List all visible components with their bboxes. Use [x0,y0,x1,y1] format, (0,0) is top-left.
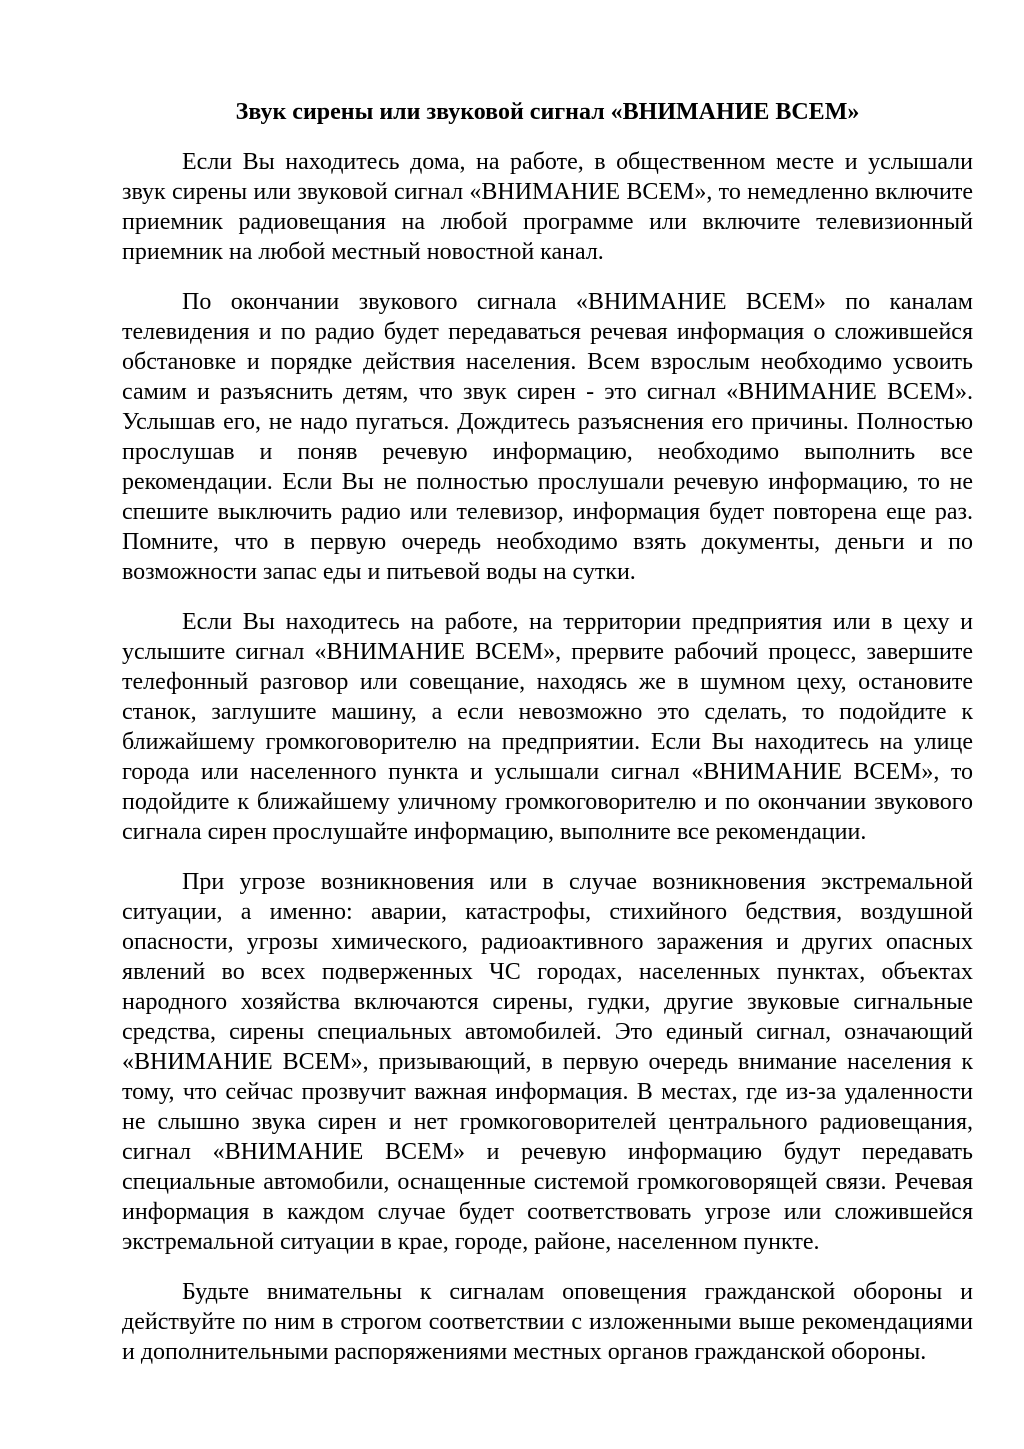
paragraph-after-signal-instructions: По окончании звукового сигнала «ВНИМАНИЕ ВСЕМ» по каналам телевидения и по радио будет передаваться речевая информация о сложившейся обстановке и порядке действия населения. Всем взрослым необходимо усвоить самим и разъяснить детям, что звук сирен - это сигнал «ВНИМАНИЕ ВСЕМ». Услышав его, не надо пугаться. Дождитесь разъяснения его причины. Полностью прослушав и поняв речевую информацию, необходимо выполнить все рекомендации. Если Вы не полностью прослушали речевую информацию, то не спешите выключить радио или телевизор, информация будет повторена еще раз. Помните, что в первую очередь необходимо взять документы, деньги и по возможности запас еды и питьевой воды на сутки. [122,289,973,585]
document-title: Звук сирены или звуковой сигнал «ВНИМАНИЕ ВСЕМ» [235,99,860,125]
paragraph-siren-signal-intro: Если Вы находитесь дома, на работе, в общественном месте и услышали звук сирены или звуковой сигнал «ВНИМАНИЕ ВСЕМ», то немедленно включите приемник радиовещания на любой программе или включите телевизионный приемник на любой местный новостной канал. [122,149,973,265]
paragraph-closing-advice: Будьте внимательны к сигналам оповещения гражданской обороны и действуйте по ним в строгом соответствии с изложенными выше рекомендациями и дополнительными распоряжениями местных органов гражданской обороны. [122,1279,973,1365]
paragraph-emergency-situations: При угрозе возникновения или в случае возникновения экстремальной ситуации, а именно: аварии, катастрофы, стихийного бедствия, воздушной опасности, угрозы химического, радиоактивного заражения и других опасных явлений во всех подверженных ЧС городах, населенных пунктах, объектах народного хозяйства включаются сирены, гудки, другие звуковые сигнальные средства, сирены специальных автомобилей. Это единый сигнал, означающий «ВНИМАНИЕ ВСЕМ», призывающий, в первую очередь внимание населения к тому, что сейчас прозвучит важная информация. В местах, где из-за удаленности не слышно звука сирен и нет громкоговорителей центрального радиовещания, сигнал «ВНИМАНИЕ ВСЕМ» и речевую информацию будут передавать специальные автомобили, оснащенные системой громкоговорящей связи. Речевая информация в каждом случае будет соответствовать угрозе или сложившейся экстремальной ситуации в крае, городе, районе, населенном пункте. [122,869,973,1255]
paragraph-at-work-instructions: Если Вы находитесь на работе, на территории предприятия или в цеху и услышите сигнал «ВНИМАНИЕ ВСЕМ», прервите рабочий процесс, завершите телефонный разговор или совещание, находясь же в шумном цеху, остановите станок, заглушите машину, а если невозможно это сделать, то подойдите к ближайшему громкоговорителю на предприятии. Если Вы находитесь на улице города или населенного пункта и услышали сигнал «ВНИМАНИЕ ВСЕМ», то подойдите к ближайшему уличному громкоговорителю и по окончании звукового сигнала сирен прослушайте информацию, выполните все рекомендации. [122,609,973,845]
